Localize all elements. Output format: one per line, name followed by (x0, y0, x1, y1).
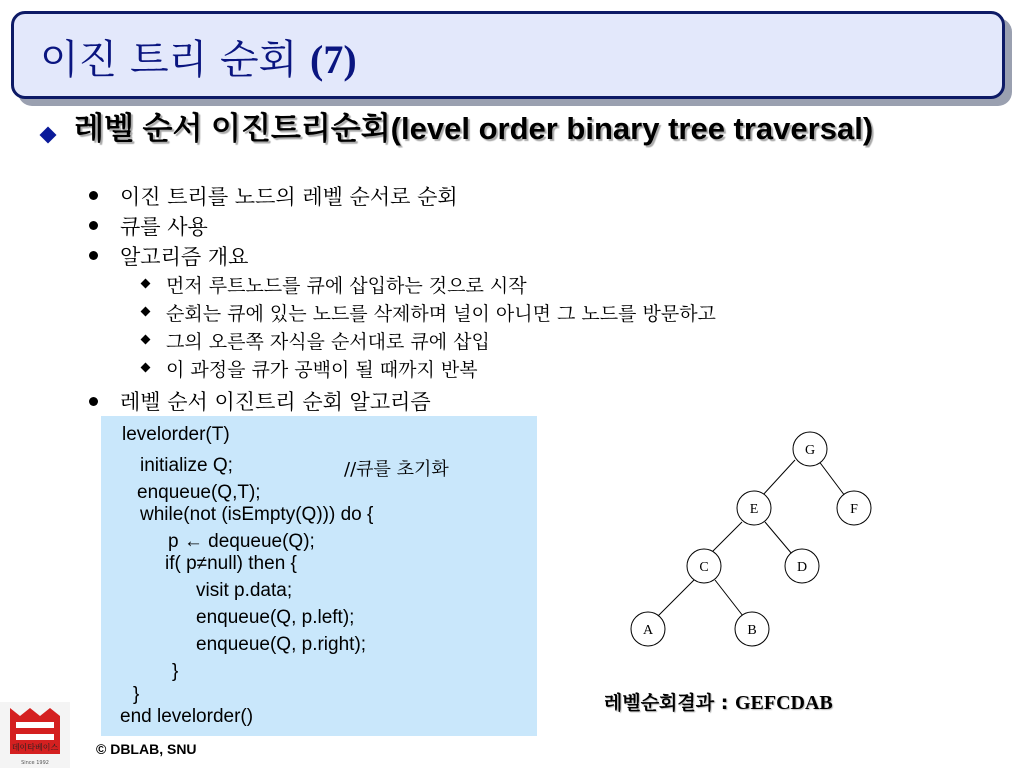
tree-node-label: B (747, 623, 757, 638)
bullet-item: 이진 트리를 노드의 레벨 순서로 순회 (120, 185, 458, 209)
code-line: if( p≠null) then { (165, 553, 297, 574)
logo-since: Since 1992 (21, 760, 49, 766)
bullet-dot-icon (89, 191, 98, 200)
logo-text: 데이타베이스 (11, 743, 59, 752)
tree-node-label: D (796, 560, 808, 575)
dblab-logo-icon (0, 702, 70, 768)
tree-node-label: F (850, 502, 858, 517)
bullet-dot-icon (89, 221, 98, 230)
code-line: visit p.data; (196, 580, 293, 601)
code-line: p ← dequeue(Q); (168, 531, 315, 552)
sub-bullet-item: 그의 오른쪽 자식을 순서대로 큐에 삽입 (166, 331, 490, 353)
code-line: end levelorder() (120, 706, 254, 727)
bullet-dot-icon (89, 251, 98, 260)
code-line: levelorder(T) (122, 424, 230, 445)
sub-bullet-item: 이 과정을 큐가 공백이 될 때까지 반복 (166, 359, 478, 381)
bullet-item: 레벨 순서 이진트리 순회 알고리즘 (120, 390, 431, 414)
tree-node-label: E (749, 502, 759, 517)
title-text: 이진 트리 순회 (40, 37, 298, 83)
sub-bullet-icon (141, 307, 151, 317)
sub-bullet-icon (141, 335, 151, 345)
tree-edge (715, 580, 743, 616)
bullet-item: 알고리즘 개요 (120, 245, 249, 269)
tree-edge (765, 522, 792, 554)
traversal-result (604, 688, 833, 715)
tree-edge (710, 522, 742, 554)
tree-node-label: A (642, 623, 654, 638)
footer-copyright: © DBLAB, SNU (96, 741, 197, 757)
code-line: enqueue(Q,T); (137, 482, 261, 503)
slide-title (40, 28, 357, 85)
code-comment: //큐를 초기화 (344, 459, 449, 480)
sub-bullet-item: 먼저 루트노드를 큐에 삽입하는 것으로 시작 (166, 275, 527, 297)
code-line: } (133, 684, 140, 705)
result-label: 레벨순회결과 : (604, 692, 729, 714)
main-heading: 레벨 순서 이진트리순회(level order binary tree traversal) (74, 111, 874, 146)
code-line: } (172, 661, 179, 682)
binary-tree-diagram (600, 420, 900, 660)
result-value: GEFCDAB (734, 692, 833, 714)
title-number: (7) (310, 37, 357, 82)
sub-bullet-icon (141, 279, 151, 289)
tree-node-label: G (804, 443, 816, 458)
tree-node-label: C (699, 560, 709, 575)
code-line: enqueue(Q, p.right); (196, 634, 367, 655)
sub-bullet-icon (141, 363, 151, 373)
bullet-item: 큐를 사용 (120, 215, 208, 239)
code-line: while(not (isEmpty(Q))) do { (140, 504, 374, 525)
tree-edge (818, 460, 845, 496)
tree-edge (658, 580, 694, 616)
tree-edge (762, 460, 795, 496)
sub-bullet-item: 순회는 큐에 있는 노드를 삭제하며 널이 아니면 그 노드를 방문하고 (166, 303, 716, 325)
code-line: enqueue(Q, p.left); (196, 607, 355, 628)
bullet-dot-icon (89, 397, 98, 406)
code-line: initialize Q; (140, 455, 233, 476)
diamond-bullet-icon (40, 127, 57, 144)
